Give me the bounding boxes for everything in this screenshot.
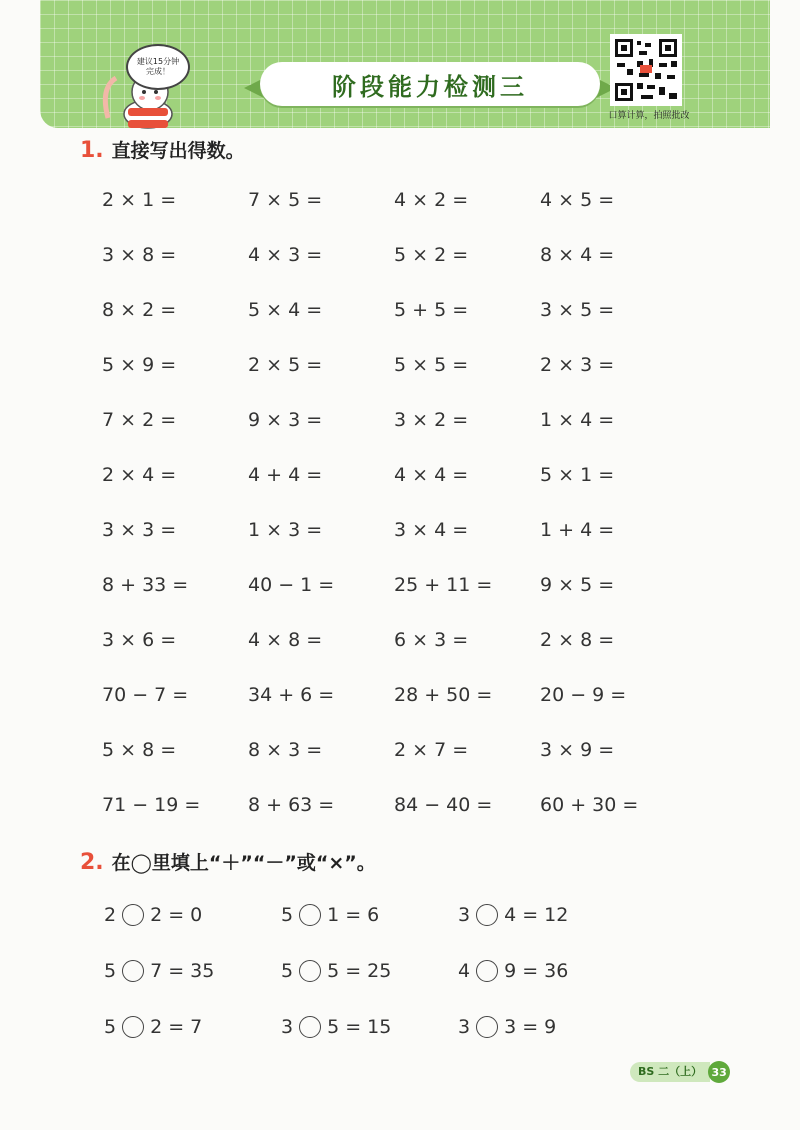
equation-item: 7 × 2 = <box>102 409 177 431</box>
operator-equation <box>281 900 458 930</box>
operator-equation <box>281 1012 458 1042</box>
equation-item: 2 × 5 = <box>248 354 323 376</box>
right-expression: 9 = 36 <box>504 960 569 982</box>
left-operand: 3 <box>458 904 471 926</box>
bubble-line-1: 建议15分钟 <box>136 57 180 66</box>
equation-item: 40 − 1 = <box>248 574 335 596</box>
right-expression: 3 = 9 <box>504 1016 557 1038</box>
equation-item: 1 × 3 = <box>248 519 323 541</box>
equation-item: 84 − 40 = <box>394 794 493 816</box>
operator-blank-circle[interactable] <box>122 960 144 982</box>
operator-blank-circle[interactable] <box>299 1016 321 1038</box>
left-operand: 2 <box>104 904 117 926</box>
left-operand: 5 <box>104 1016 117 1038</box>
equation-item: 4 × 3 = <box>248 244 323 266</box>
title-pill <box>260 62 600 106</box>
qr-caption: 口算计算，拍照批改 <box>608 111 690 121</box>
speech-bubble <box>126 44 190 90</box>
equation-item: 2 × 4 = <box>102 464 177 486</box>
equation-item: 60 + 30 = <box>540 794 639 816</box>
qr-code-icon[interactable] <box>610 34 682 106</box>
equation-item: 5 × 9 = <box>102 354 177 376</box>
left-operand: 3 <box>458 1016 471 1038</box>
operator-equation <box>104 1012 281 1042</box>
operator-equation <box>281 956 458 986</box>
section-1-title <box>80 136 245 163</box>
right-expression: 5 = 15 <box>327 1016 392 1038</box>
equation-item: 4 × 5 = <box>540 189 615 211</box>
right-expression: 2 = 0 <box>150 904 203 926</box>
section-2-heading: 在◯里填上“＋”“－”或“×”。 <box>111 852 376 874</box>
operator-blank-circle[interactable] <box>122 1016 144 1038</box>
equation-item: 34 + 6 = <box>248 684 335 706</box>
equation-item: 25 + 11 = <box>394 574 493 596</box>
equation-item: 4 × 8 = <box>248 629 323 651</box>
operator-blank-circle[interactable] <box>299 960 321 982</box>
operator-blank-circle[interactable] <box>476 904 498 926</box>
left-operand: 5 <box>104 960 117 982</box>
operator-equation <box>104 956 281 986</box>
operator-fill-grid <box>104 900 635 1068</box>
section-2-title <box>80 848 376 875</box>
operator-equation <box>104 900 281 930</box>
equation-item: 8 × 3 = <box>248 739 323 761</box>
equation-item: 8 + 33 = <box>102 574 189 596</box>
equation-item: 2 × 3 = <box>540 354 615 376</box>
equation-item: 1 + 4 = <box>540 519 615 541</box>
equation-item: 3 × 8 = <box>102 244 177 266</box>
equation-item: 8 + 63 = <box>248 794 335 816</box>
equation-item: 9 × 5 = <box>540 574 615 596</box>
equation-item: 3 × 6 = <box>102 629 177 651</box>
operator-equation <box>458 1012 635 1042</box>
equation-item: 2 × 7 = <box>394 739 469 761</box>
section-1-heading: 直接写出得数。 <box>111 140 245 162</box>
left-operand: 5 <box>281 960 294 982</box>
left-operand: 4 <box>458 960 471 982</box>
equation-item: 4 + 4 = <box>248 464 323 486</box>
right-expression: 1 = 6 <box>327 904 380 926</box>
equation-item: 5 × 4 = <box>248 299 323 321</box>
equation-item: 70 − 7 = <box>102 684 189 706</box>
left-operand: 5 <box>281 904 294 926</box>
equation-item: 1 × 4 = <box>540 409 615 431</box>
grade-label: BS 二（上） <box>630 1062 710 1082</box>
section-2-number: 2. <box>80 850 104 875</box>
equation-item: 28 + 50 = <box>394 684 493 706</box>
page-footer <box>630 1062 730 1082</box>
equation-item: 5 × 1 = <box>540 464 615 486</box>
page-number: 33 <box>708 1061 730 1083</box>
equation-item: 5 + 5 = <box>394 299 469 321</box>
equation-item: 71 − 19 = <box>102 794 201 816</box>
right-expression: 7 = 35 <box>150 960 215 982</box>
equation-item: 2 × 1 = <box>102 189 177 211</box>
right-expression: 5 = 25 <box>327 960 392 982</box>
calculation-grid <box>102 186 686 846</box>
equation-item: 5 × 2 = <box>394 244 469 266</box>
equation-item: 3 × 3 = <box>102 519 177 541</box>
section-1-number: 1. <box>80 138 104 163</box>
equation-item: 6 × 3 = <box>394 629 469 651</box>
operator-equation <box>458 900 635 930</box>
equation-item: 20 − 9 = <box>540 684 627 706</box>
equation-item: 7 × 5 = <box>248 189 323 211</box>
bubble-line-2: 完成！ <box>146 67 170 76</box>
equation-item: 3 × 9 = <box>540 739 615 761</box>
left-operand: 3 <box>281 1016 294 1038</box>
equation-item: 4 × 4 = <box>394 464 469 486</box>
operator-equation <box>458 956 635 986</box>
equation-item: 8 × 2 = <box>102 299 177 321</box>
equation-item: 5 × 8 = <box>102 739 177 761</box>
equation-item: 5 × 5 = <box>394 354 469 376</box>
equation-item: 8 × 4 = <box>540 244 615 266</box>
equation-item: 4 × 2 = <box>394 189 469 211</box>
equation-item: 3 × 2 = <box>394 409 469 431</box>
page-title: 阶段能力检测三 <box>332 72 528 101</box>
operator-blank-circle[interactable] <box>299 904 321 926</box>
equation-item: 9 × 3 = <box>248 409 323 431</box>
operator-blank-circle[interactable] <box>476 1016 498 1038</box>
operator-blank-circle[interactable] <box>476 960 498 982</box>
equation-item: 3 × 4 = <box>394 519 469 541</box>
operator-blank-circle[interactable] <box>122 904 144 926</box>
right-expression: 2 = 7 <box>150 1016 203 1038</box>
equation-item: 3 × 5 = <box>540 299 615 321</box>
equation-item: 2 × 8 = <box>540 629 615 651</box>
right-expression: 4 = 12 <box>504 904 569 926</box>
